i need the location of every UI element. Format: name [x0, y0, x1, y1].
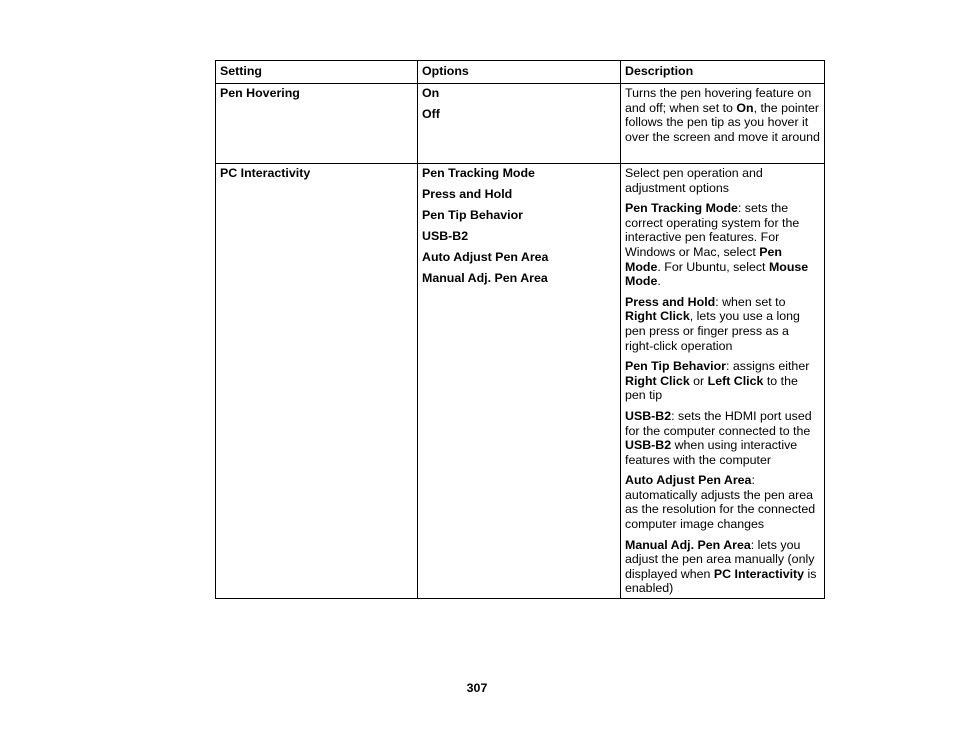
- description-cell: [621, 84, 825, 164]
- description-text: : when set to: [715, 294, 786, 309]
- description-paragraph: [625, 538, 820, 596]
- bold-term: Auto Adjust Pen Area: [625, 473, 752, 488]
- description-text: , lets you use a long pen press or finger press as a right-click operation: [625, 309, 800, 353]
- option-label: Auto Adjust Pen Area: [422, 249, 549, 264]
- description-paragraph: [625, 201, 820, 289]
- setting-name-cell: Pen Hovering: [216, 84, 418, 164]
- bold-term: USB-B2: [625, 438, 672, 453]
- bold-term: Pen Mode: [625, 244, 783, 274]
- settings-table: [215, 60, 825, 599]
- description-paragraph: [625, 473, 820, 531]
- table-header-row: [216, 61, 825, 84]
- description-text: to the pen tip: [625, 373, 798, 403]
- description-paragraph: [625, 359, 820, 403]
- description-text: : lets you adjust the pen area manually (only displayed when: [625, 537, 815, 581]
- table-body: [216, 84, 825, 599]
- description-text: : sets the correct operating system for the interactive pen features. For Windows or Mac, select: [625, 201, 800, 259]
- option-label: Pen Tip Behavior: [422, 207, 523, 222]
- description-text: is enabled): [625, 566, 817, 596]
- option-label: USB-B2: [422, 228, 469, 243]
- bold-term: Pen Tip Behavior: [625, 359, 726, 374]
- option-label: Manual Adj. Pen Area: [422, 270, 548, 285]
- description-text: or: [689, 373, 708, 388]
- bold-term: Left Click: [707, 373, 764, 388]
- option-label: Press and Hold: [422, 186, 513, 201]
- description-text: Select pen operation and adjustment options: [625, 166, 763, 195]
- page-number: 307: [466, 681, 488, 695]
- description-text: : assigns either: [726, 359, 810, 374]
- bold-term: PC Interactivity: [713, 566, 805, 581]
- option-label: On: [422, 86, 440, 100]
- options-cell: [418, 164, 621, 599]
- description-text: when using interactive features with the computer: [625, 438, 798, 467]
- bold-term: On: [736, 100, 754, 115]
- option-label: Pen Tracking Mode: [422, 166, 535, 180]
- column-header-setting: Setting: [216, 61, 418, 84]
- bold-term: Mouse Mode: [625, 259, 809, 289]
- description-paragraph: [625, 409, 820, 467]
- description-text: Turns the pen hovering feature on and off; when set to: [625, 86, 812, 115]
- bold-term: Right Click: [625, 373, 690, 388]
- table-row: [216, 84, 825, 164]
- bold-term: Right Click: [625, 309, 690, 324]
- setting-name-cell: PC Interactivity: [216, 164, 418, 599]
- bold-term: Press and Hold: [625, 294, 716, 309]
- table-row: [216, 164, 825, 599]
- column-header-description: Description: [621, 61, 825, 84]
- description-text: . For Ubuntu, select: [657, 259, 769, 274]
- bold-term: Manual Adj. Pen Area: [625, 537, 751, 552]
- description-text: , the pointer follows the pen tip as you hover it over the screen and move it around: [625, 100, 820, 144]
- description-paragraph: [625, 86, 820, 144]
- description-paragraph: [625, 295, 820, 353]
- description-paragraph: [625, 166, 820, 195]
- options-cell: [418, 84, 621, 164]
- description-text: : automatically adjusts the pen area as the resolution for the connected computer image changes: [625, 473, 816, 532]
- bold-term: USB-B2: [625, 408, 672, 423]
- description-cell: [621, 164, 825, 599]
- description-text: .: [657, 274, 661, 289]
- description-text: : sets the HDMI port used for the computer connected to the: [625, 408, 812, 438]
- bold-term: Pen Tracking Mode: [625, 201, 738, 216]
- option-label: Off: [422, 106, 440, 121]
- column-header-options: Options: [418, 61, 621, 84]
